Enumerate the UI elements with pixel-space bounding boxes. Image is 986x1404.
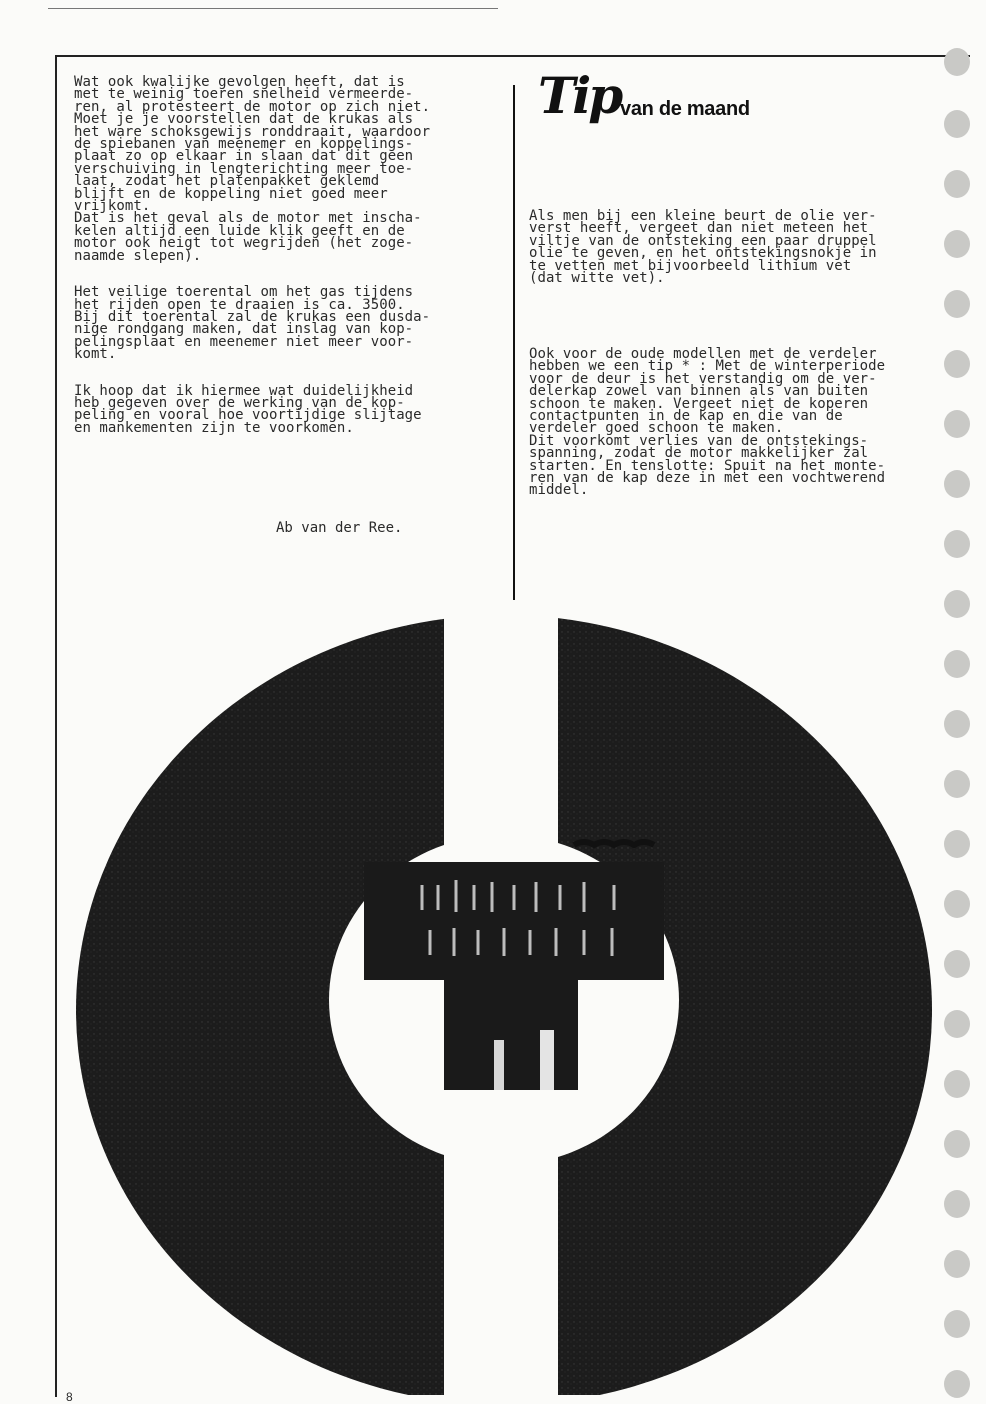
hub-block (364, 862, 664, 980)
punch-hole (944, 110, 970, 138)
left-paragraph-2: Het veilige toerental om het gas tijdens het rijden open te draaien is ca. 3500. Bij dit toerental zal de krukas een dusda- nige rondgang maken, dat inslag van kop- pelingsplaat en meenemer niet meer voor- komt. (74, 284, 431, 363)
clutch-disc-photo (74, 600, 944, 1395)
punch-hole (944, 950, 970, 978)
right-paragraph-1: Als men bij een kleine beurt de olie ver- verst heeft, vergeet dan niet meteen het viltje van de ontsteking een paar druppel olie te geven, en het ontstekingsnokje in te vetten met bijvoorbeeld lithium vet (dat witte vet). (529, 208, 877, 287)
punch-hole (944, 650, 970, 678)
punch-hole (944, 1250, 970, 1278)
punch-hole (944, 1130, 970, 1158)
punch-hole (944, 1190, 970, 1218)
punch-hole (944, 170, 970, 198)
punch-hole (944, 410, 970, 438)
left-paragraph-3: Ik hoop dat ik hiermee wat duidelijkheid heb gegeven over de werking van de kop- peling en vooral hoe voortijdige slijtage en mankementen zijn te voorkomen. (74, 382, 422, 436)
punch-hole (944, 350, 970, 378)
punch-hole (944, 710, 970, 738)
left-paragraph-1: Wat ook kwalijke gevolgen heeft, dat is met te weinig toeren snelheid vermeerde- ren, al protesteert de motor op zich niet. Moet je je voorstellen dat de krukas als het ware schoksgewijs ronddraait, waardoor de spiebanen van meenemer en koppelings- plaat zo op elkaar in slaan dat dit geen verschuiving in lengterichting meer toe- laat, zodat het platenpakket geklemd blijft en de koppeling niet goed meer vrijkomt. Dat is het geval als de motor met inscha- kelen altijd een luide klik geeft en de motor ook neigt tot wegrijden (het zoge- naamde slepen). (74, 74, 431, 264)
punch-hole (944, 590, 970, 618)
tip-script-word: Tip (538, 66, 621, 125)
punch-hole (944, 1310, 970, 1338)
punch-hole (944, 1070, 970, 1098)
punch-hole (944, 1370, 970, 1398)
top-rule (48, 8, 498, 9)
author-signature: Ab van der Ree. (276, 520, 403, 536)
punch-hole (944, 230, 970, 258)
left-column (74, 76, 430, 434)
punch-hole (944, 290, 970, 318)
punch-hole (944, 770, 970, 798)
right-paragraph-2: Ook voor de oude modellen met de verdeler hebben we een tip * : Met de winterperiode voor de deur is het verstandig om de ver- delerkap zowel van binnen als van buiten schoon te maken. Vergeet niet de koperen contactpunten in de kap en die van de verdeler goed schoon te maken. Dit voorkomt verlies van de ontstekings- spanning, zodat de motor makkelijker zal starten. En tenslotte: Spuit na het monte- ren van de kap deze in met een vochtwerend middel. (529, 346, 886, 499)
punch-hole (944, 48, 970, 76)
page-number: 8 (66, 1390, 73, 1404)
tip-heading-rest: van de maand (620, 98, 750, 120)
punch-hole (944, 530, 970, 558)
punch-hole (944, 1010, 970, 1038)
punch-hole (944, 830, 970, 858)
punch-hole (944, 890, 970, 918)
punch-hole (944, 470, 970, 498)
